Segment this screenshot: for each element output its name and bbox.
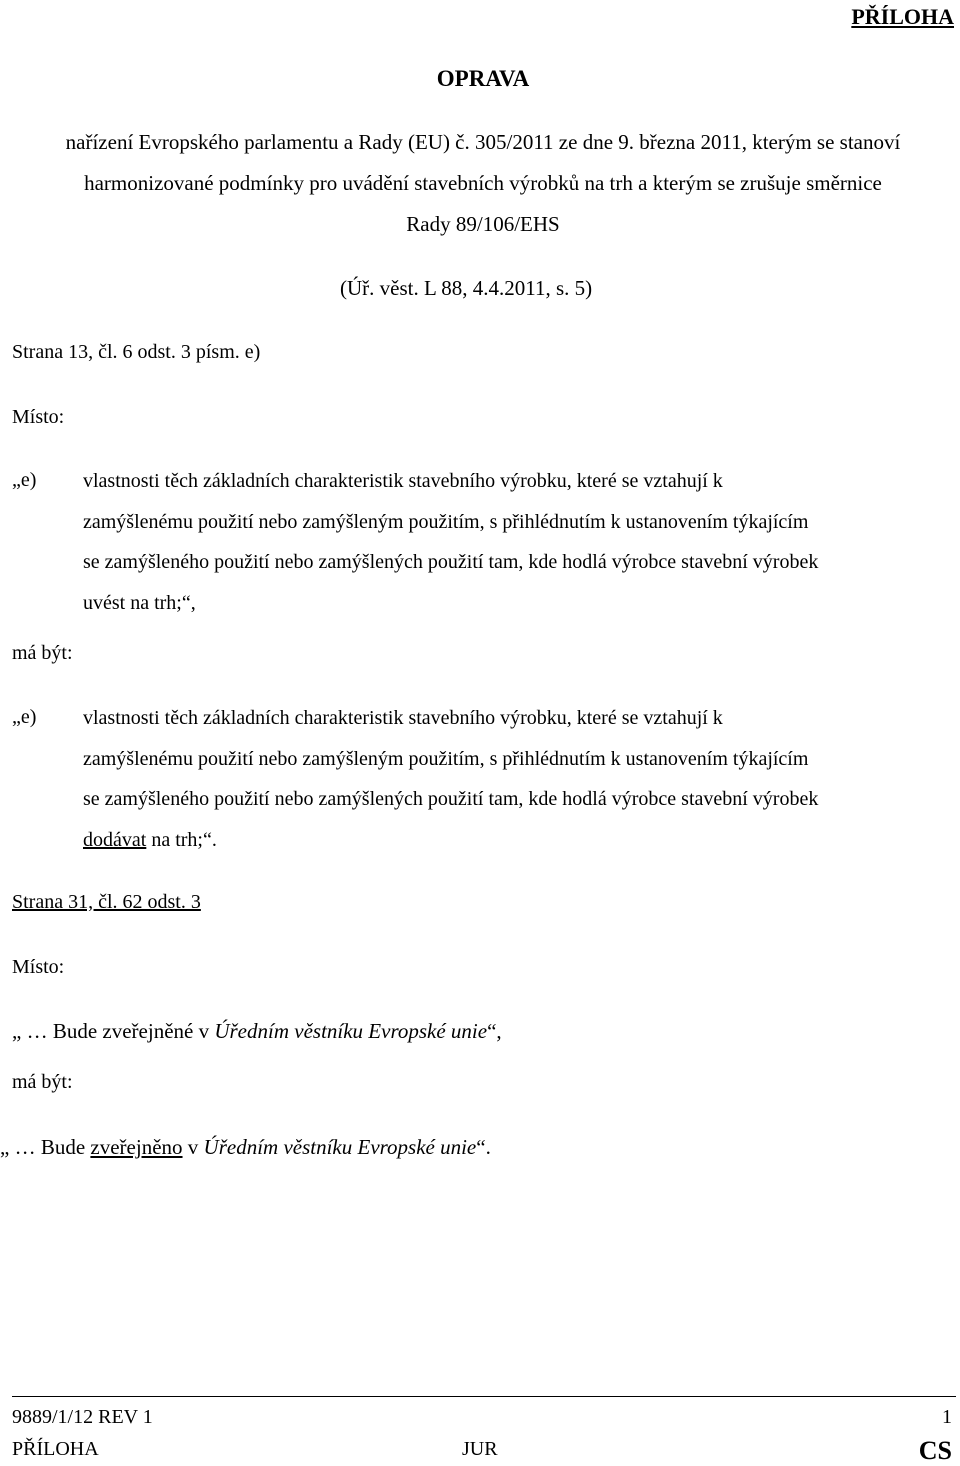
correction-2-for-text xyxy=(12,1019,502,1044)
correction-1-reference: Strana 13, čl. 6 odst. 3 písm. e) xyxy=(12,341,261,363)
text-fragment: “. xyxy=(476,1135,491,1159)
correction-1-read-text xyxy=(83,698,953,860)
correction-1-read-label: má být: xyxy=(12,642,73,664)
text-line: se zamýšleného použití nebo zamýšlených použití tam, kde hodlá výrobce stavební výrobek xyxy=(83,551,819,573)
text-line: zamýšlenému použití nebo zamýšleným použitím, s přihlédnutím k ustanovením týkajícím xyxy=(83,510,809,533)
text-fragment: „ … Bude zveřejněné v xyxy=(12,1019,215,1043)
text-line: vlastnosti těch základních charakteristik stavebního výrobku, které se vztahují k xyxy=(83,707,723,729)
journal-name: Úředním věstníku Evropské unie xyxy=(214,1019,488,1043)
text-line: vlastnosti těch základních charakteristik stavebního výrobku, které se vztahují k xyxy=(83,470,723,492)
footer-department: JUR xyxy=(462,1438,498,1460)
footer-divider xyxy=(12,1396,956,1397)
text-fragment: “, xyxy=(487,1019,502,1043)
correction-2-read-text xyxy=(0,1135,491,1160)
text-line: uvést na trh;“, xyxy=(83,591,196,614)
footer-page-number: 1 xyxy=(942,1406,952,1428)
text-line: se zamýšleného použití nebo zamýšlených použití tam, kde hodlá výrobce stavební výrobek xyxy=(83,788,819,810)
text-line xyxy=(83,820,953,861)
footer-language-code: CS xyxy=(918,1436,952,1465)
footer-annex-label: PŘÍLOHA xyxy=(12,1438,99,1460)
correction-2-read-label: má být: xyxy=(12,1071,73,1093)
footer-document-number: 9889/1/12 REV 1 xyxy=(12,1406,153,1428)
journal-name: Úředním věstníku Evropské unie xyxy=(203,1135,477,1159)
text-line: zamýšlenému použití nebo zamýšleným použitím, s přihlédnutím k ustanovením týkajícím xyxy=(83,747,809,770)
correction-2-reference: Strana 31, čl. 62 odst. 3 xyxy=(12,891,201,913)
amended-word: zveřejněno xyxy=(90,1135,183,1159)
correction-2-for-label: Místo: xyxy=(12,956,65,978)
amended-word: dodávat xyxy=(83,828,147,851)
title-line-3: Rady 89/106/EHS xyxy=(406,212,560,236)
text-fragment: na trh;“. xyxy=(146,828,217,851)
document-heading: OPRAVA xyxy=(436,66,530,91)
text-fragment: v xyxy=(182,1135,204,1159)
title-line-1: nařízení Evropského parlamentu a Rady (EU) č. 305/2011 ze dne 9. března 2011, kterým se stanoví xyxy=(65,130,901,154)
official-journal-reference: (Úř. věst. L 88, 4.4.2011, s. 5) xyxy=(340,276,593,300)
correction-1-for-item-key: „e) xyxy=(12,469,37,491)
correction-1-for-label: Místo: xyxy=(12,406,65,428)
correction-1-for-text xyxy=(83,461,953,623)
annex-label-top: PŘÍLOHA xyxy=(851,4,954,29)
text-fragment: „ … Bude xyxy=(0,1135,91,1159)
correction-1-read-item-key: „e) xyxy=(12,706,37,728)
title-line-2: harmonizované podmínky pro uvádění stavebních výrobků na trh a kterým se zrušuje směrnice xyxy=(84,171,882,195)
